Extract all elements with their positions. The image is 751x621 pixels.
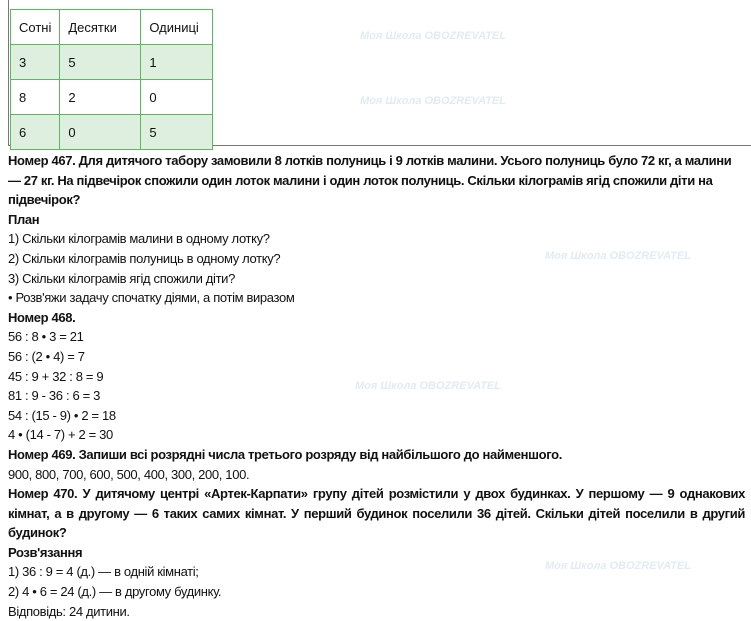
plan-item: • Розв'яжи задачу спочатку діями, а потім виразом (8, 290, 295, 306)
plan-item: 3) Скільки кілограмів ягід спожили діти? (8, 270, 235, 286)
solution-step: 2) 4 • 6 = 24 (д.) — в другому будинку. (8, 584, 222, 600)
solution-step: 1) 36 : 9 = 4 (д.) — в одній кімнаті; (8, 564, 199, 580)
task-470-text: Номер 470. У дитячому центрі «Артек-Карпати» групу дітей розмістили у двох будинках. У першому — 9 однакових кімнат, а в другому — 6 таких самих кімнат. У перший будинок поселили 36 дітей. Скільки дітей поселили в другий будинок? (8, 486, 745, 541)
task-467-text: Номер 467. Для дитячого табору замовили 8 лотків полуниць і 9 лотків малини. Усього полуниць було 72 кг, а малини — 27 кг. На підвечірок спожили один лоток малини і один лоток полуниць. Скільки кілограмів ягід спожили діти на підвечірок? (8, 153, 732, 208)
equation: 4 • (14 - 7) + 2 = 30 (8, 427, 113, 443)
equation: 81 : 9 - 36 : 6 = 3 (8, 388, 100, 404)
watermark: Моя Школа OBOZREVATEL (360, 95, 506, 107)
content (8, 151, 745, 621)
table-header-row (11, 10, 213, 45)
table-cell: 0 (60, 115, 141, 150)
table-row (11, 115, 213, 150)
table-cell: 3 (11, 45, 60, 80)
header-cell: Сотні (11, 10, 60, 45)
equation: 45 : 9 + 32 : 8 = 9 (8, 368, 104, 384)
task-469-text: Номер 469. Запиши всі розрядні числа третього розряду від найбільшого до найменшого. (8, 446, 562, 462)
table-cell: 2 (60, 80, 141, 115)
table-cell: 8 (11, 80, 60, 115)
table-cell: 0 (141, 80, 213, 115)
task-468-title: Номер 468. (8, 309, 76, 325)
table-cell: 5 (60, 45, 141, 80)
header-cell: Десятки (60, 10, 141, 45)
plan-title: План (8, 211, 40, 227)
place-value-table (10, 9, 213, 150)
watermark: Моя Школа OBOZREVATEL (360, 30, 506, 42)
equation: 54 : (15 - 9) • 2 = 18 (8, 407, 116, 423)
watermark: Моя Школа OBOZREVATEL (545, 560, 691, 572)
plan-item: 2) Скільки кілограмів полуниць в одному лотку? (8, 250, 281, 266)
watermark: Моя Школа OBOZREVATEL (545, 250, 691, 262)
table-row (11, 80, 213, 115)
table-cell: 5 (141, 115, 213, 150)
table-cell: 1 (141, 45, 213, 80)
table-cell: 6 (11, 115, 60, 150)
task-469-answer: 900, 800, 700, 600, 500, 400, 300, 200, 100. (8, 466, 250, 482)
equation: 56 : (2 • 4) = 7 (8, 348, 85, 364)
task-470-answer: Відповідь: 24 дитини. (8, 603, 130, 619)
table-row (11, 45, 213, 80)
watermark: Моя Школа OBOZREVATEL (355, 380, 501, 392)
header-cell: Одиниці (141, 10, 213, 45)
solution-title: Розв'язання (8, 544, 83, 560)
plan-item: 1) Скільки кілограмів малини в одному лотку? (8, 231, 270, 247)
equation: 56 : 8 • 3 = 21 (8, 329, 84, 345)
